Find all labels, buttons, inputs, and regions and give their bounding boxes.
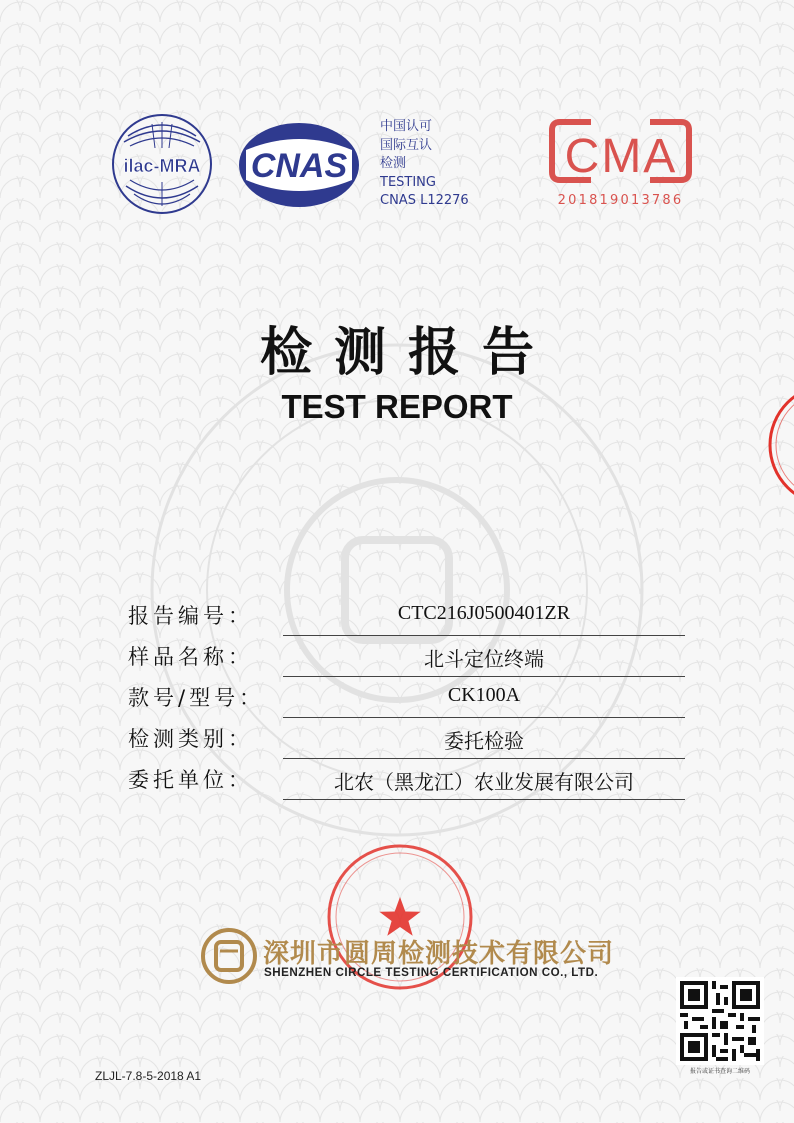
cma-number: 201819013786	[557, 193, 684, 208]
info-row-sample-name	[128, 637, 688, 677]
circle-testing-logo-icon	[200, 927, 258, 985]
cnas-logo-text: CNAS	[250, 147, 348, 185]
info-label: 委托单位：	[128, 768, 253, 792]
cma-logo-text: CMA	[564, 130, 678, 183]
cma-logo-icon	[548, 112, 693, 192]
document-code: ZLJL-7.8-5-2018 A1	[95, 1069, 202, 1083]
info-label: 样品名称：	[128, 645, 253, 669]
qr-caption: 报告或证书查询二维码	[689, 1068, 750, 1075]
company-name-en: SHENZHEN CIRCLE TESTING CERTIFICATION CO., LTD.	[264, 966, 599, 979]
info-row-test-type	[128, 719, 688, 759]
info-value: CK100A	[447, 684, 521, 706]
cnas-line: 国际互认	[380, 137, 433, 153]
cnas-line: CNAS L12276	[380, 193, 469, 208]
underline	[283, 799, 685, 800]
info-label: 款号/型号：	[128, 686, 265, 710]
info-label: 检测类别：	[128, 727, 253, 751]
cnas-logo-icon	[236, 120, 362, 210]
underline	[283, 758, 685, 759]
report-title-zh: 检测报告	[259, 323, 556, 383]
underline	[283, 635, 685, 636]
company-name-zh: 深圳市圆周检测技术有限公司	[263, 939, 615, 969]
info-value: CTC216J0500401ZR	[397, 602, 571, 624]
info-row-client	[128, 760, 688, 800]
info-label: 报告编号：	[128, 604, 253, 628]
qr-code-icon	[676, 977, 764, 1065]
cnas-accreditation-text	[380, 118, 490, 211]
ilac-mra-logo-icon	[106, 112, 218, 216]
info-row-model	[128, 678, 688, 718]
ilac-logo-text: ilac-MRA	[123, 156, 201, 176]
cnas-line: 中国认可	[380, 119, 433, 134]
info-row-report-number	[128, 596, 688, 636]
underline	[283, 717, 685, 718]
info-value: 北斗定位终端	[424, 647, 544, 671]
underline	[283, 676, 685, 677]
info-value: 北农（黑龙江）农业发展有限公司	[334, 770, 634, 794]
info-value: 委托检验	[444, 729, 524, 753]
cnas-line: TESTING	[380, 174, 436, 190]
report-title-en: TEST REPORT	[281, 388, 513, 425]
cnas-line: 检测	[380, 156, 407, 171]
